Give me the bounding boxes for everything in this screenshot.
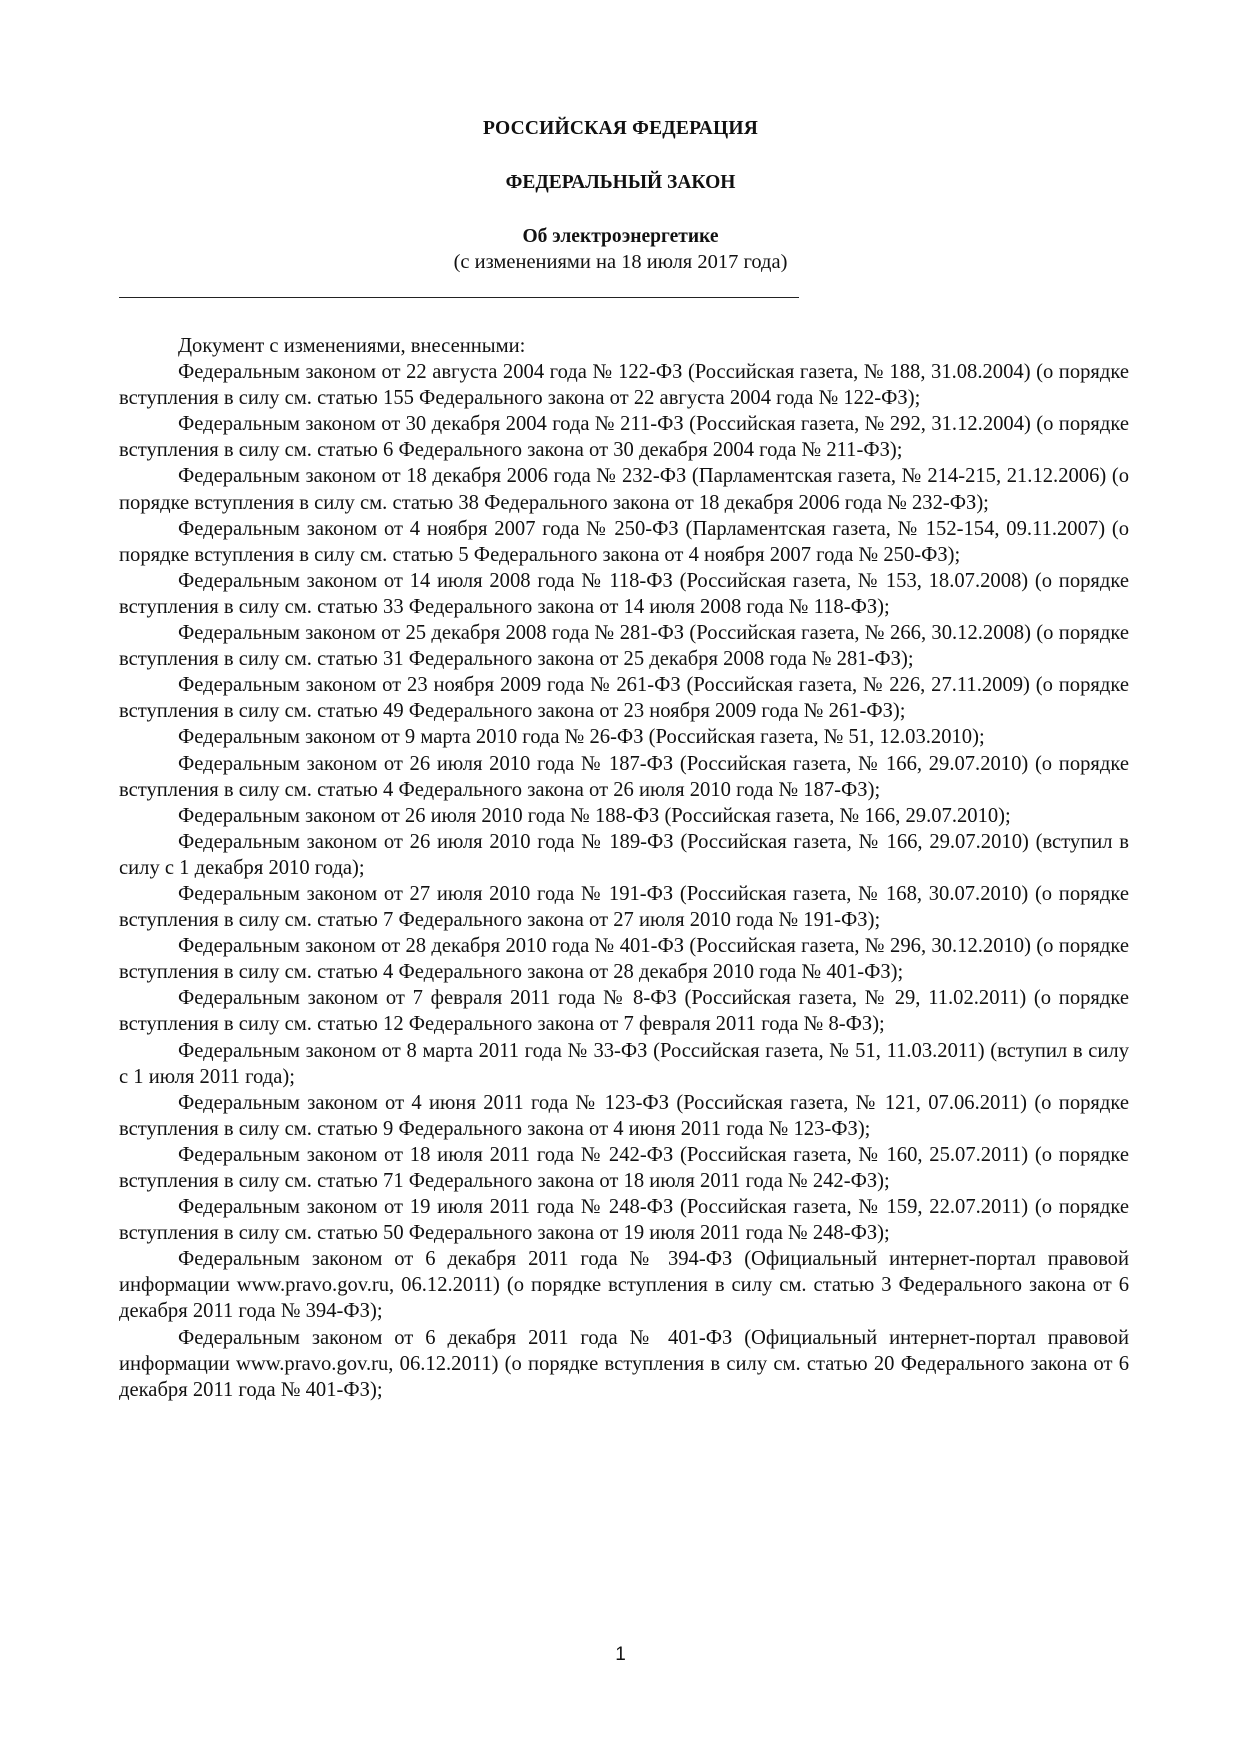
page-number: 1 xyxy=(615,1644,626,1665)
amendment-paragraph: Федеральным законом от 6 декабря 2011 года № 394-ФЗ (Официальный интернет-портал правовой информации www.pravo.gov.ru, 06.12.2011) (о порядке вступления в силу см. статью 3 Федерального закона от 6 декабря 2011 года № 394-ФЗ); xyxy=(119,1248,1129,1323)
amendment-paragraph: Федеральным законом от 7 февраля 2011 года № 8-ФЗ (Российская газета, № 29, 11.02.2011) (о порядке вступления в силу см. статью 12 Федерального закона от 7 февраля 2011 года № 8-ФЗ); xyxy=(119,987,1129,1036)
intro-paragraph: Документ с изменениями, внесенными: xyxy=(178,335,526,357)
amendment-paragraph: Федеральным законом от 4 июня 2011 года № 123-ФЗ (Российская газета, № 121, 07.06.2011) (о порядке вступления в силу см. статью 9 Федерального закона от 4 июня 2011 года № 123-ФЗ); xyxy=(119,1091,1129,1140)
amendment-paragraph: Федеральным законом от 23 ноября 2009 года № 261-ФЗ (Российская газета, № 226, 27.11.2009) (о порядке вступления в силу см. статью 49 Федерального закона от 23 ноября 2009 года № 261-ФЗ); xyxy=(119,674,1129,723)
amendment-paragraph: Федеральным законом от 8 марта 2011 года № 33-ФЗ (Российская газета, № 51, 11.03.2011) (вступил в силу с 1 июля 2011 года); xyxy=(119,1039,1129,1088)
amendment-paragraph: Федеральным законом от 6 декабря 2011 года № 401-ФЗ (Официальный интернет-портал правовой информации www.pravo.gov.ru, 06.12.2011) (о порядке вступления в силу см. статью 20 Федерального закона от 6 декабря 2011 года № 401-ФЗ); xyxy=(119,1326,1129,1401)
law-title: Об электроэнергетике xyxy=(522,226,719,247)
amendment-paragraph: Федеральным законом от 18 декабря 2006 года № 232-ФЗ (Парламентская газета, № 214-215, 21.12.2006) (о порядке вступления в силу см. статью 38 Федерального закона от 18 декабря 2006 года № 232-ФЗ); xyxy=(119,465,1129,514)
amendment-paragraph: Федеральным законом от 26 июля 2010 года № 189-ФЗ (Российская газета, № 166, 29.07.2010) (вступил в силу с 1 декабря 2010 года); xyxy=(119,830,1129,879)
amendment-paragraph: Федеральным законом от 25 декабря 2008 года № 281-ФЗ (Российская газета, № 266, 30.12.2008) (о порядке вступления в силу см. статью 31 Федерального закона от 25 декабря 2008 года № 281-ФЗ); xyxy=(119,622,1129,671)
amendment-paragraph: Федеральным законом от 4 ноября 2007 года № 250-ФЗ (Парламентская газета, № 152-154, 09.11.2007) (о порядке вступления в силу см. статью 5 Федерального закона от 4 ноября 2007 года № 250-ФЗ); xyxy=(119,517,1129,566)
amendment-paragraph: Федеральным законом от 26 июля 2010 года № 187-ФЗ (Российская газета, № 166, 29.07.2010) (о порядке вступления в силу см. статью 4 Федерального закона от 26 июля 2010 года № 187-ФЗ); xyxy=(119,752,1129,801)
document-body xyxy=(119,333,1129,1403)
amendment-paragraph: Федеральным законом от 14 июля 2008 года № 118-ФЗ (Российская газета, № 153, 18.07.2008) (о порядке вступления в силу см. статью 33 Федерального закона от 14 июля 2008 года № 118-ФЗ); xyxy=(119,569,1129,618)
amendment-paragraph: Федеральным законом от 19 июля 2011 года № 248-ФЗ (Российская газета, № 159, 22.07.2011) (о порядке вступления в силу см. статью 50 Федерального закона от 19 июля 2011 года № 248-ФЗ); xyxy=(119,1196,1129,1245)
amendment-paragraph: Федеральным законом от 18 июля 2011 года № 242-ФЗ (Российская газета, № 160, 25.07.2011) (о порядке вступления в силу см. статью 71 Федерального закона от 18 июля 2011 года № 242-ФЗ); xyxy=(119,1143,1129,1192)
amendment-paragraph: Федеральным законом от 27 июля 2010 года № 191-ФЗ (Российская газета, № 168, 30.07.2010) (о порядке вступления в силу см. статью 7 Федерального закона от 27 июля 2010 года № 191-ФЗ); xyxy=(119,882,1129,932)
country-heading: РОССИЙСКАЯ ФЕДЕРАЦИЯ xyxy=(482,118,759,139)
edition-note: (с изменениями на 18 июля 2017 года) xyxy=(453,251,788,273)
law-type-heading: ФЕДЕРАЛЬНЫЙ ЗАКОН xyxy=(505,172,736,193)
amendment-paragraph: Федеральным законом от 22 августа 2004 года № 122-ФЗ (Российская газета, № 188, 31.08.2004) (о порядке вступления в силу см. статью 155 Федерального закона от 22 августа 2004 года № 122-ФЗ); xyxy=(119,361,1129,410)
header-divider xyxy=(119,297,799,298)
amendment-paragraph: Федеральным законом от 30 декабря 2004 года № 211-ФЗ (Российская газета, № 292, 31.12.2004) (о порядке вступления в силу см. статью 6 Федерального закона от 30 декабря 2004 года № 211-ФЗ); xyxy=(119,413,1129,462)
amendment-paragraph: Федеральным законом от 9 марта 2010 года № 26-ФЗ (Российская газета, № 51, 12.03.2010); xyxy=(178,726,985,749)
amendment-paragraph: Федеральным законом от 26 июля 2010 года № 188-ФЗ (Российская газета, № 166, 29.07.2010); xyxy=(178,804,1011,827)
amendment-paragraph: Федеральным законом от 28 декабря 2010 года № 401-ФЗ (Российская газета, № 296, 30.12.2010) (о порядке вступления в силу см. статью 4 Федерального закона от 28 декабря 2010 года № 401-ФЗ); xyxy=(119,935,1129,984)
